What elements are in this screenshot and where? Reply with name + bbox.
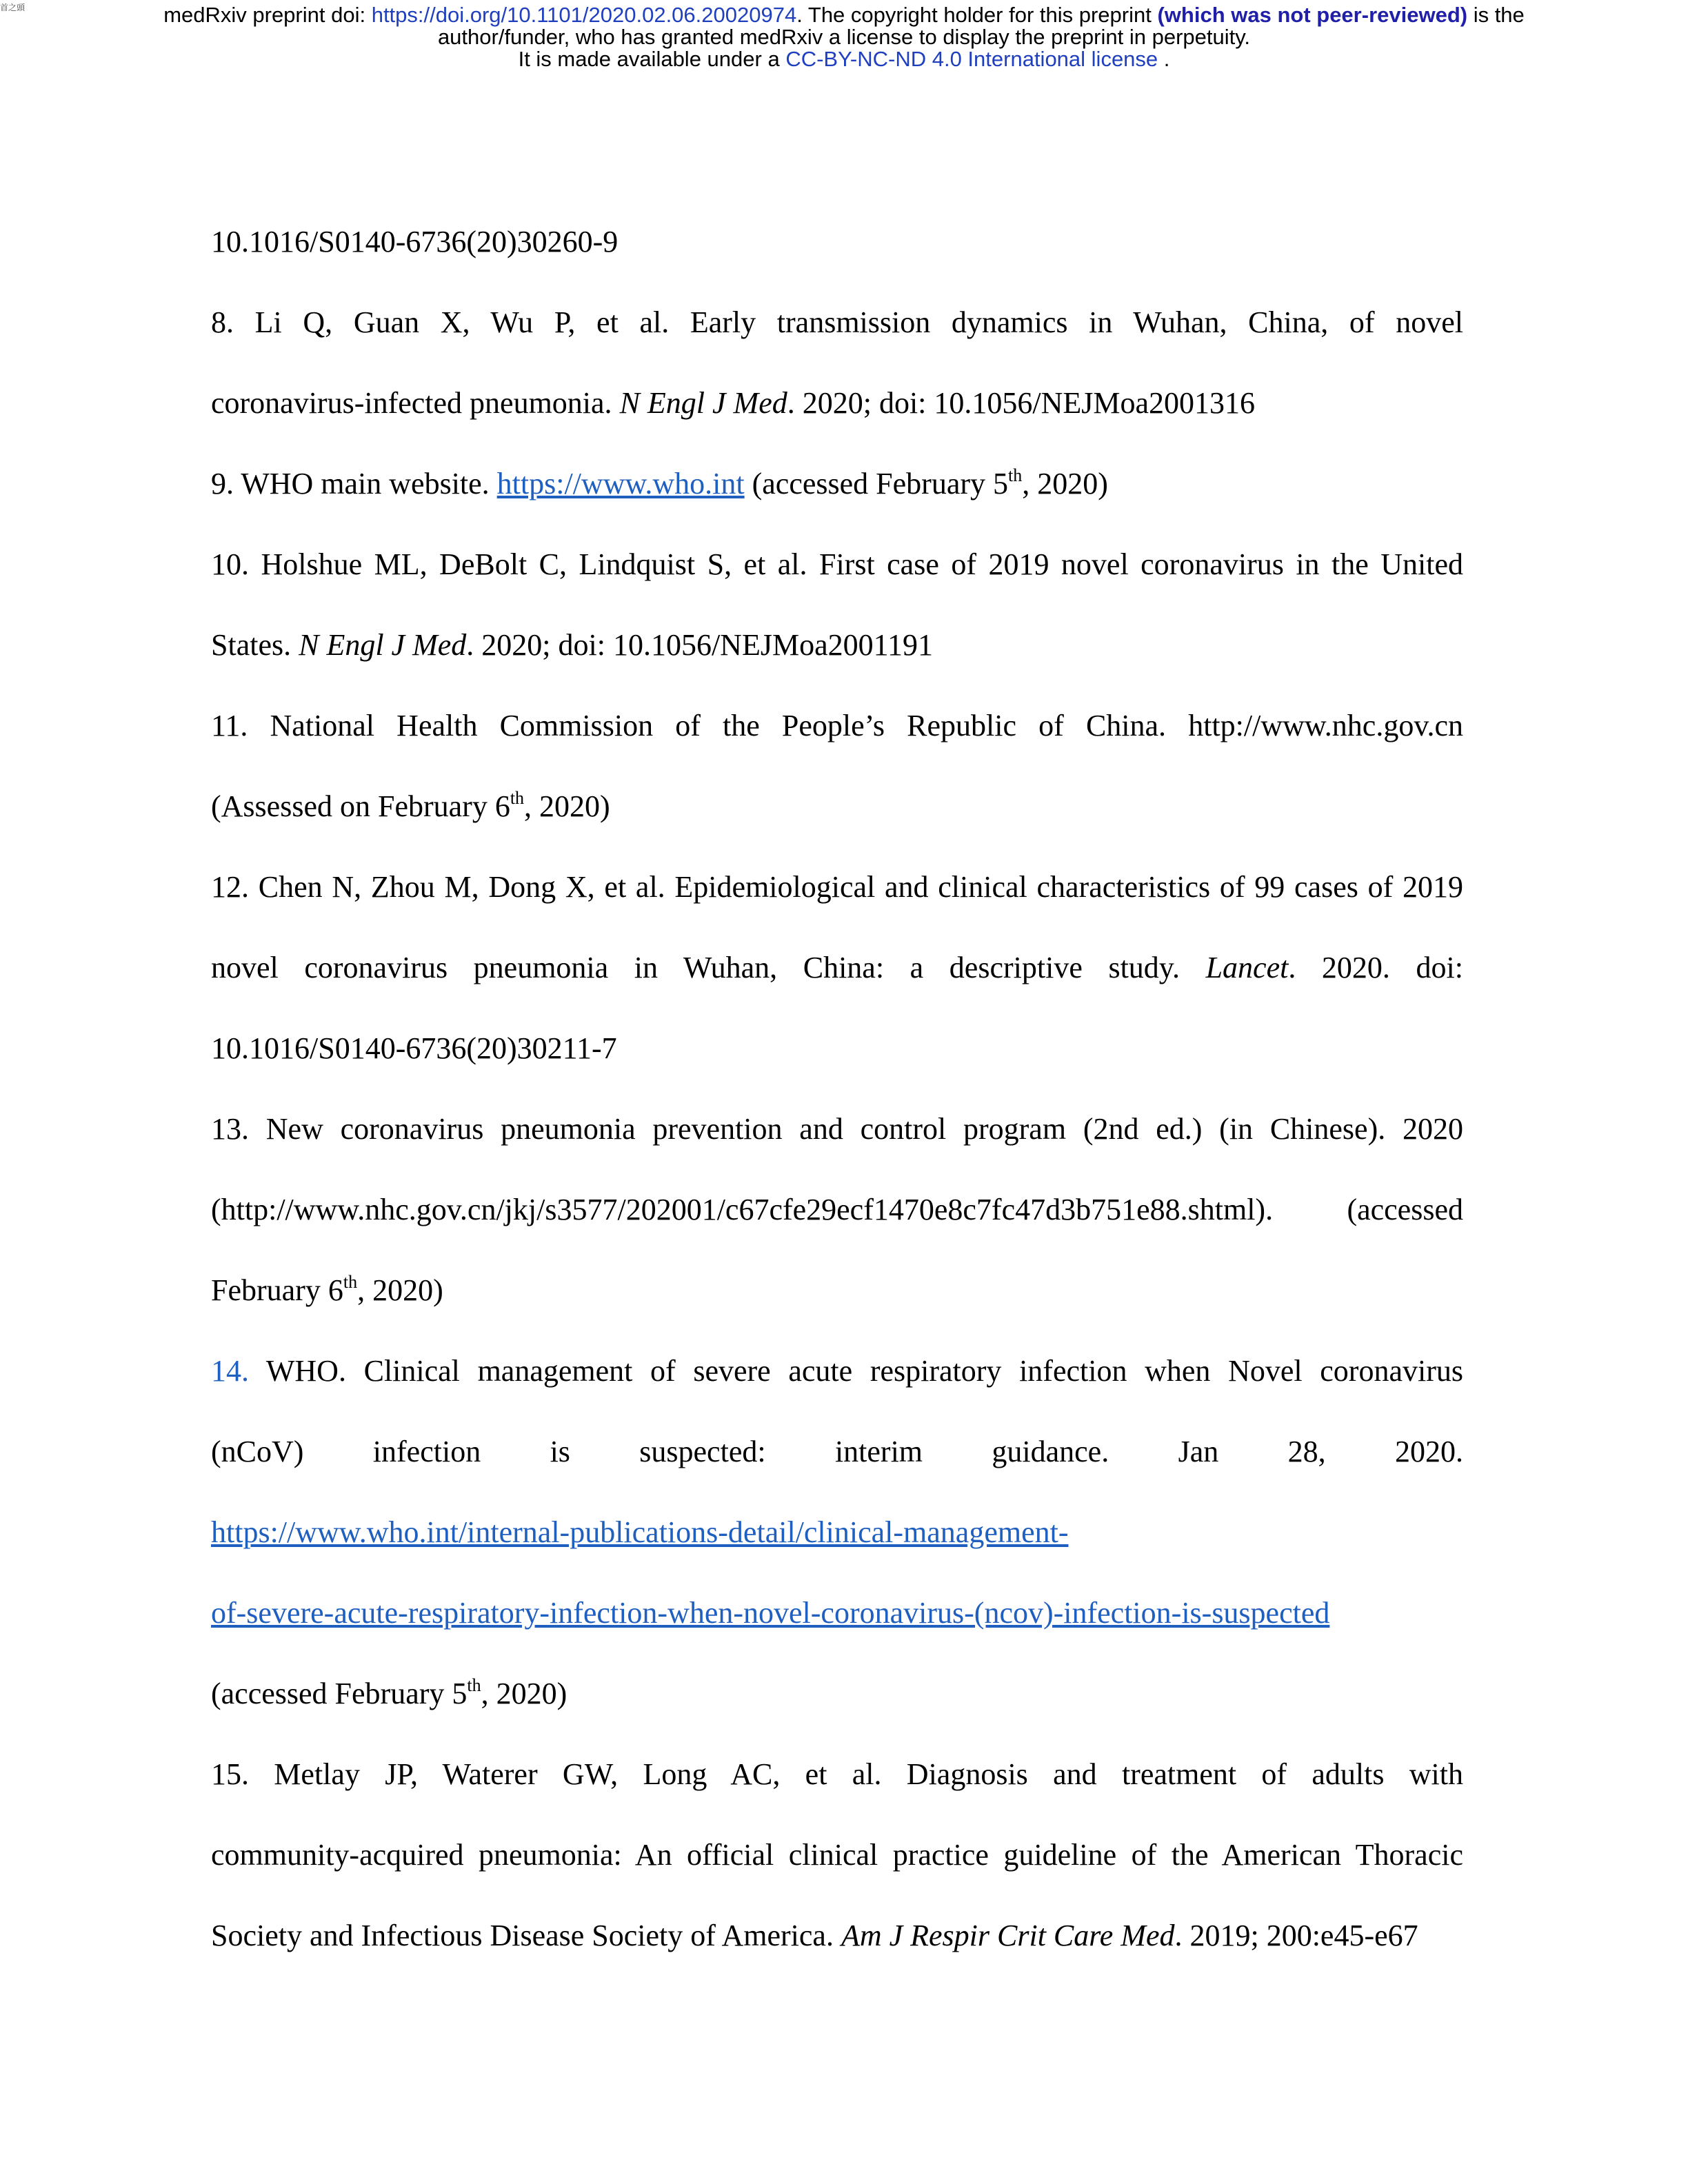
reference-8-line-2 xyxy=(211,363,1463,443)
ref14-sup: th xyxy=(467,1675,481,1695)
reference-14-line-4 xyxy=(211,1573,1463,1653)
reference-10-line-2 xyxy=(211,605,1463,685)
reference-7-tail: 10.1016/S0140-6736(20)30260-9 xyxy=(211,225,619,259)
reference-12-line-2 xyxy=(211,927,1463,1008)
ref11-year: , 2020) xyxy=(524,789,610,823)
reference-11-line-1: 11. National Health Commission of the People’s Republic of China. http://www.nhc.gov.cn xyxy=(211,709,1463,742)
ref9-accessed: (accessed February 5 xyxy=(744,467,1009,501)
header-line-2: author/funder, who has granted medRxiv a license to display the preprint in perpetuity. xyxy=(437,25,1251,49)
ref10-journal: N Engl J Med xyxy=(299,628,467,662)
header-prefix: medRxiv preprint doi: xyxy=(163,3,372,27)
ref15-journal: Am J Respir Crit Care Med xyxy=(841,1919,1175,1952)
ref11-sup: th xyxy=(510,788,525,808)
reference-8-line-1: 8. Li Q, Guan X, Wu P, et al. Early transmission dynamics in Wuhan, China, of novel xyxy=(211,305,1463,339)
reference-10-line-1: 10. Holshue ML, DeBolt C, Lindquist S, et al. First case of 2019 novel coronavirus in the United xyxy=(211,547,1463,581)
header-line-3 xyxy=(0,48,1688,70)
ref13-sup: th xyxy=(343,1272,358,1292)
ref9-text: 9. WHO main website. xyxy=(211,467,497,501)
ref11-text: (Assessed on February 6 xyxy=(211,789,510,823)
reference-14-line-5 xyxy=(211,1653,1463,1734)
reference-15-line-3 xyxy=(211,1895,1463,1976)
preprint-header xyxy=(0,4,1688,70)
ref9-year: , 2020) xyxy=(1022,467,1108,501)
ref8-text: coronavirus-infected pneumonia. xyxy=(211,386,620,420)
who-website-link[interactable]: https://www.who.int xyxy=(496,467,745,501)
ref13-year: , 2020) xyxy=(357,1273,443,1307)
reference-list xyxy=(211,201,1463,1976)
ref9-sup: th xyxy=(1008,465,1023,485)
reference-11-line-2 xyxy=(211,766,1463,847)
ref14-text: WHO. Clinical management of severe acute respiratory infection when Novel coronavirus xyxy=(249,1354,1463,1388)
license-prefix: It is made available under a xyxy=(518,47,786,71)
reference-13-line-3 xyxy=(211,1250,1463,1331)
ref8-citation: . 2020; doi: 10.1056/NEJMoa2001316 xyxy=(787,386,1256,420)
ref10-text: States. xyxy=(211,628,299,662)
peer-review-note: (which was not peer-reviewed) xyxy=(1157,3,1468,27)
ref14-number: 14. xyxy=(211,1354,249,1388)
ref10-citation: . 2020; doi: 10.1056/NEJMoa2001191 xyxy=(466,628,933,662)
reference-14-line-3 xyxy=(211,1492,1463,1573)
reference-14-line-1 xyxy=(211,1331,1463,1411)
header-suffix: is the xyxy=(1467,3,1525,27)
reference-15-line-1: 15. Metlay JP, Waterer GW, Long AC, et al. Diagnosis and treatment of adults with xyxy=(211,1757,1463,1791)
who-guidance-link-part-1[interactable]: https://www.who.int/internal-publications-detail/clinical-management- xyxy=(211,1515,1069,1549)
doi-link[interactable]: https://doi.org/10.1101/2020.02.06.20020974 xyxy=(371,3,797,27)
reference-15-line-2: community-acquired pneumonia: An official clinical practice guideline of the American Thoracic xyxy=(211,1838,1463,1872)
reference-9 xyxy=(211,443,1463,524)
reference-12-line-3: 10.1016/S0140-6736(20)30211-7 xyxy=(211,1031,617,1065)
reference-13-line-2: (http://www.nhc.gov.cn/jkj/s3577/202001/c67cfe29ecf1470e8c7fc47d3b751e88.shtml). (accessed xyxy=(211,1193,1463,1226)
header-line-1 xyxy=(0,4,1688,26)
ref12-journal: Lancet xyxy=(1205,951,1289,984)
ref15-text: Society and Infectious Disease Society of America. xyxy=(211,1919,841,1952)
ref12-citation: . 2020. doi: xyxy=(1288,951,1463,984)
license-suffix: . xyxy=(1158,47,1170,71)
license-link[interactable]: CC-BY-NC-ND 4.0 International license xyxy=(785,47,1158,71)
ref13-text: February 6 xyxy=(211,1273,343,1307)
ref12-text: novel coronavirus pneumonia in Wuhan, China: a descriptive study. xyxy=(211,951,1206,984)
header-mid: . The copyright holder for this preprint xyxy=(796,3,1158,27)
ref14-accessed: (accessed February 5 xyxy=(211,1677,468,1710)
ref8-journal: N Engl J Med xyxy=(619,386,787,420)
ref14-year: , 2020) xyxy=(481,1677,567,1710)
reference-13-line-1: 13. New coronavirus pneumonia prevention and control program (2nd ed.) (in Chinese). 2020 xyxy=(211,1112,1463,1146)
who-guidance-link-part-2[interactable]: of-severe-acute-respiratory-infection-when-novel-coronavirus-(ncov)-infection-is-suspected xyxy=(211,1596,1330,1630)
reference-14-line-2: (nCoV) infection is suspected: interim guidance. Jan 28, 2020. xyxy=(211,1435,1463,1468)
corner-mark: 首之頭 xyxy=(0,3,26,12)
ref15-citation: . 2019; 200:e45-e67 xyxy=(1174,1919,1418,1952)
reference-12-line-1: 12. Chen N, Zhou M, Dong X, et al. Epidemiological and clinical characteristics of 99 cases of 2019 xyxy=(211,870,1463,904)
